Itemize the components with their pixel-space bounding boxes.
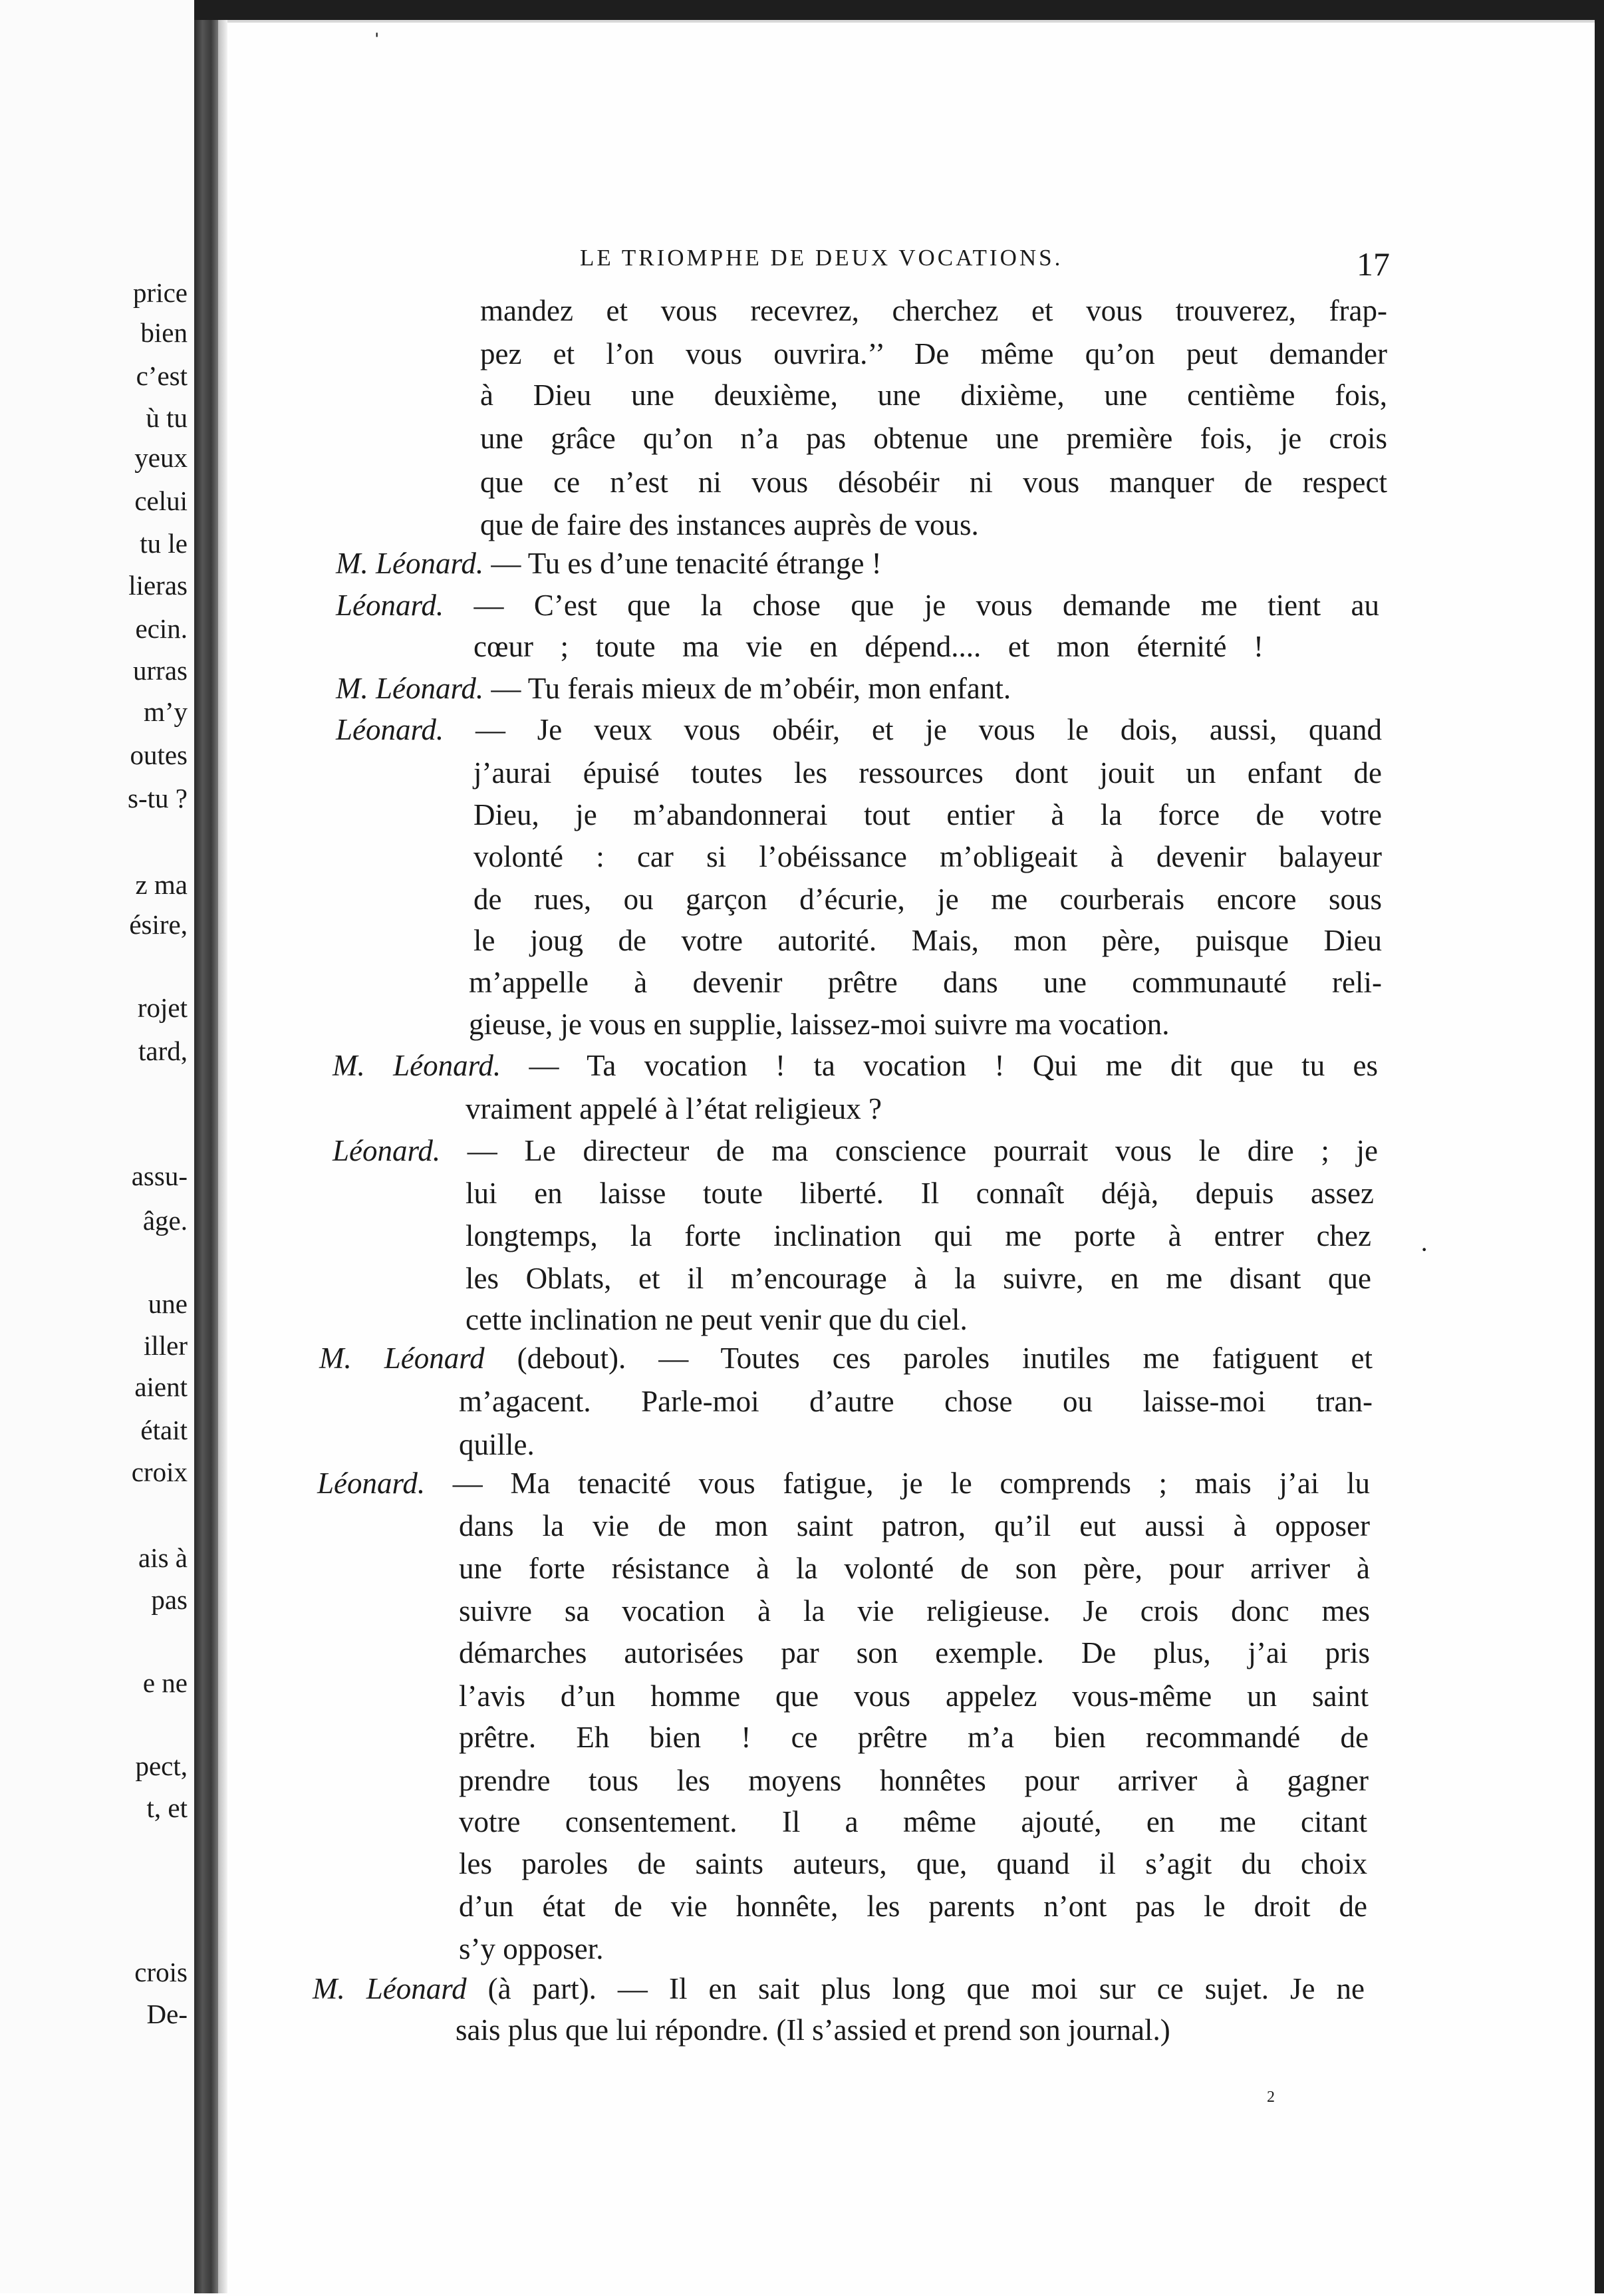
left-page-line: s-tu ? [128,783,188,813]
speaker-name: Léonard. [336,713,444,746]
line-text: sais plus que lui répondre. (Il s’assied et prend son journal.) [456,2013,1170,2047]
left-page-line: rojet [137,992,188,1023]
line-text: — Toutes ces paroles inutiles me fatiguent et [658,1342,1373,1375]
line-text: mandez et vous recevrez, cherchez et vous trouverez, frap- [480,294,1387,327]
text-line [459,1849,1367,1879]
text-line [459,1723,1369,1753]
line-text: volonté : car si l’obéissance m’obligeait à devenir balayeur [473,840,1382,873]
left-page-line: pect, [135,1751,188,1781]
speaker-name: M. Léonard. [336,672,484,705]
left-page-line: bien [140,317,188,348]
text-line [456,2015,1170,2045]
text-line [480,339,1387,369]
line-text: — Tu es d’une tenacité étrange ! [491,547,882,580]
text-line [466,1094,882,1124]
speaker-name: Léonard. [317,1467,426,1500]
scan-speck: ˈ [372,27,382,57]
gutter-shadow [218,20,227,2293]
scan-frame-top [0,0,1604,20]
text-line [459,1430,535,1460]
text-line [466,1221,1371,1251]
line-text: — Le directeur de ma conscience pourrait vous le dire ; je [467,1134,1379,1167]
signature-mark: 2 [1267,2088,1275,2106]
text-line [473,926,1382,956]
text-line [459,1892,1367,1922]
text-line [459,1596,1370,1626]
page-number: 17 [1357,245,1390,283]
line-text: que de faire des instances auprès de vous. [480,508,979,541]
text-line [333,1136,1378,1166]
line-text: à Dieu une deuxième, une dixième, une centième fois, [480,378,1387,412]
line-text: suivre sa vocation à la vie religieuse. Je crois donc mes [459,1594,1370,1628]
text-line [480,380,1387,410]
line-text: j’aurai épuisé toutes les ressources dont jouit un enfant de [473,756,1382,789]
text-line [336,549,882,579]
stage-direction: (debout). [517,1342,626,1375]
left-page-line: price [133,277,188,308]
line-text: — Ta vocation ! ta vocation ! Qui me dit que tu es [529,1049,1379,1082]
text-line [317,1469,1370,1499]
text-line [336,591,1379,621]
text-line [473,758,1382,788]
scan-frame-right [1595,20,1604,2293]
left-page-line: était [140,1415,188,1445]
line-text: que ce n’est ni vous désobéir ni vous manquer de respect [480,466,1387,499]
left-page-line: yeux [134,442,188,473]
left-page-line: m’y [143,696,188,727]
speaker-name: M. Léonard [319,1342,485,1375]
line-text: — Il en sait plus long que moi sur ce sujet. Je ne [617,1972,1365,2005]
left-page-line: e ne [142,1667,188,1698]
left-page-line: lieras [128,570,188,601]
left-page-line: assu- [131,1161,188,1191]
text-line [459,1681,1369,1711]
left-page-line: urras [133,655,188,686]
line-text: les paroles de saints auteurs, que, quand il s’agit du choix [459,1847,1367,1880]
speaker-name: M. Léonard [313,1972,467,2005]
left-page-line: pas [151,1584,188,1615]
left-page-line: iller [143,1330,188,1361]
text-line [480,296,1387,326]
text-line [459,1387,1373,1417]
text-line [459,1766,1369,1796]
left-page-line: t, et [146,1793,188,1823]
line-text: vraiment appelé à l’état religieux ? [466,1092,882,1125]
line-text: d’un état de vie honnête, les parents n’ont pas le droit de [459,1890,1367,1923]
stage-direction: (à part). [487,1972,597,2005]
text-line [480,468,1387,498]
left-page-line: celui [134,486,188,516]
text-line [459,1554,1370,1584]
text-line [480,510,979,540]
line-text: m’appelle à devenir prêtre dans une communauté reli- [469,966,1382,999]
line-text: quille. [459,1428,535,1461]
text-line [466,1179,1374,1209]
speaker-name: Léonard. [336,589,444,622]
speaker-name: M. Léonard. [333,1049,501,1082]
left-page-line: tu le [140,528,188,559]
text-line [473,885,1382,915]
text-line [459,1807,1367,1837]
line-text: — Ma tenacité vous fatigue, je le comprends ; mais j’ai lu [452,1467,1370,1500]
left-page-line: z ma [135,869,188,900]
line-text: de rues, ou garçon d’écurie, je me courberais encore sous [473,883,1382,916]
text-line [473,632,1264,662]
line-text: cette inclination ne peut venir que du ciel. [466,1303,968,1336]
text-line [319,1344,1373,1373]
running-title: LE TRIOMPHE DE DEUX VOCATIONS. [580,245,1063,271]
line-text: prendre tous les moyens honnêtes pour arriver à gagner [459,1764,1369,1797]
line-text: Dieu, je m’abandonnerai tout entier à la force de votre [473,798,1382,831]
text-line [466,1305,968,1335]
line-text: lui en laisse toute liberté. Il connaît déjà, depuis assez [466,1177,1374,1210]
text-line [336,715,1382,745]
line-text: prêtre. Eh bien ! ce prêtre m’a bien recommandé de [459,1721,1369,1754]
left-page-line: ù tu [146,402,188,433]
text-line [469,1010,1170,1040]
line-text: une grâce qu’on n’a pas obtenue une première fois, je crois [480,422,1387,455]
text-line [480,424,1387,454]
line-text: cœur ; toute ma vie en dépend.... et mon éternité ! [473,630,1264,663]
line-text: le joug de votre autorité. Mais, mon père, puisque Dieu [473,924,1382,957]
left-page-line: âge. [142,1205,188,1236]
line-text: s’y opposer. [459,1932,604,1965]
line-text: m’agacent. Parle-moi d’autre chose ou laisse-moi tran- [459,1385,1373,1418]
text-line [459,1511,1370,1541]
text-line [333,1051,1378,1081]
text-line [473,800,1382,830]
line-text: votre consentement. Il a même ajouté, en me citant [459,1805,1367,1838]
left-page-line: ésire, [129,909,188,940]
speaker-name: M. Léonard. [336,547,484,580]
left-page-line: crois [134,1957,188,1987]
line-text: — Je veux vous obéir, et je vous le dois, aussi, quand [475,713,1382,746]
left-page-line: une [148,1288,188,1319]
book-gutter [194,20,218,2293]
line-text: longtemps, la forte inclination qui me porte à entrer chez [466,1219,1371,1252]
text-line [459,1934,604,1964]
line-text: l’avis d’un homme que vous appelez vous-même un saint [459,1679,1369,1713]
left-page-line: c’est [136,360,188,391]
line-text: pez et l’on vous ouvrira.’’ De même qu’on peut demander [480,337,1387,370]
text-line [473,842,1382,872]
speaker-name: Léonard. [333,1134,441,1167]
line-text: — C’est que la chose que je vous demande me tient au [473,589,1379,622]
left-page-fragment [0,0,194,2293]
line-text: gieuse, je vous en supplie, laissez-moi suivre ma vocation. [469,1008,1170,1041]
left-page-line: De- [146,1999,188,2029]
line-text: les Oblats, et il m’encourage à la suivre, en me disant que [466,1262,1371,1295]
left-page-line: aient [134,1371,188,1402]
left-page-line: ecin. [135,613,188,644]
scan-speck: · [1420,1234,1429,1264]
text-line [313,1974,1365,2004]
left-page-line: ais à [138,1542,188,1573]
line-text: démarches autorisées par son exemple. De plus, j’ai pris [459,1636,1370,1669]
text-line [466,1264,1371,1294]
line-text: une forte résistance à la volonté de son père, pour arriver à [459,1552,1370,1585]
left-page-line: tard, [138,1036,188,1066]
left-page-line: croix [131,1457,188,1487]
text-line [469,968,1382,998]
text-line [336,674,1011,704]
line-text: dans la vie de mon saint patron, qu’il eut aussi à opposer [459,1509,1370,1542]
line-text: — Tu ferais mieux de m’obéir, mon enfant. [491,672,1011,705]
left-page-line: outes [130,740,188,770]
text-line [459,1638,1370,1668]
